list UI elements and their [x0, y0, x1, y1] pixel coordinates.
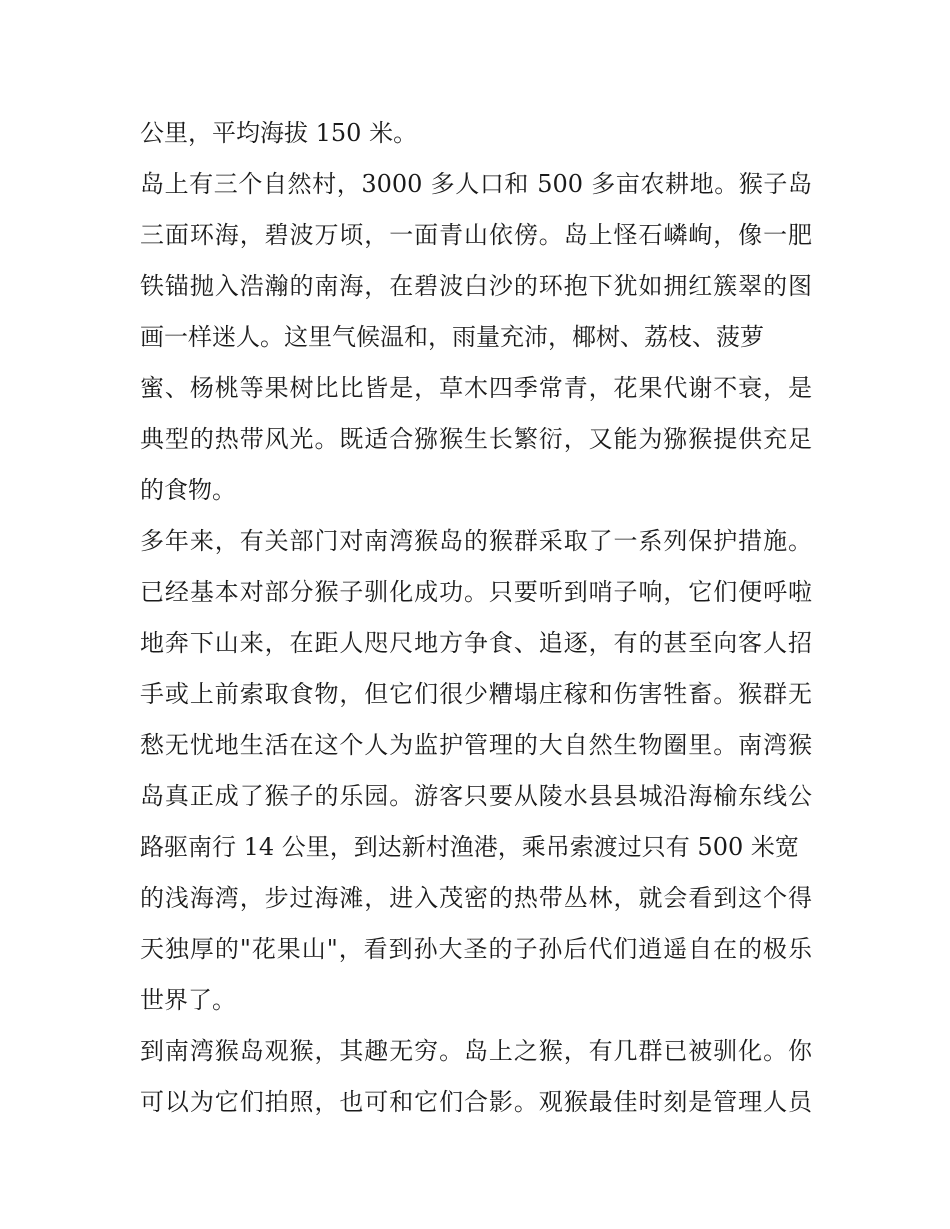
paragraph — [140, 1026, 812, 1128]
text-line: 愁无忧地生活在这个人为监护管理的大自然生物圈里。南湾猴 — [140, 731, 812, 759]
text-line: 可以为它们拍照，也可和它们合影。观猴最佳时刻是管理人员 — [140, 1088, 812, 1116]
text-line: 蜜、杨桃等果树比比皆是，草木四季常青，花果代谢不衰，是 — [140, 374, 812, 402]
text-line: 到南湾猴岛观猴，其趣无穷。岛上之猴，有几群已被驯化。你 — [140, 1037, 812, 1065]
paragraph — [140, 516, 812, 1026]
paragraph — [140, 108, 812, 159]
text-line: 铁锚抛入浩瀚的南海，在碧波白沙的环抱下犹如拥红簇翠的图 — [140, 272, 812, 300]
text-line: 三面环海，碧波万顷，一面青山依傍。岛上怪石嶙峋，像一肥 — [140, 221, 812, 249]
text-line: 画一样迷人。这里气候温和，雨量充沛，椰树、荔枝、菠萝 — [140, 323, 764, 351]
text-line: 的浅海湾，步过海滩，进入茂密的热带丛林，就会看到这个得 — [140, 884, 812, 912]
text-line: 岛上有三个自然村，3000 多人口和 500 多亩农耕地。猴子岛 — [140, 170, 812, 198]
text-line: 典型的热带风光。既适合猕猴生长繁衍，又能为猕猴提供充足 — [140, 425, 812, 453]
text-line: 的食物。 — [140, 476, 236, 504]
text-line: 天独厚的"花果山"，看到孙大圣的子孙后代们逍遥自在的极乐 — [140, 935, 812, 963]
text-line: 地奔下山来，在距人咫尺地方争食、追逐，有的甚至向客人招 — [140, 629, 812, 657]
text-line: 公里，平均海拔 150 米。 — [140, 119, 418, 147]
text-line: 路驱南行 14 公里，到达新村渔港，乘吊索渡过只有 500 米宽 — [140, 833, 799, 861]
text-line: 已经基本对部分猴子驯化成功。只要听到哨子响，它们便呼啦 — [140, 578, 812, 606]
text-line: 手或上前索取食物，但它们很少糟塌庄稼和伤害牲畜。猴群无 — [140, 680, 812, 708]
text-line: 多年来，有关部门对南湾猴岛的猴群采取了一系列保护措施。 — [140, 527, 812, 555]
paragraph — [140, 159, 812, 516]
text-line: 世界了。 — [140, 986, 236, 1014]
text-line: 岛真正成了猴子的乐园。游客只要从陵水县县城沿海榆东线公 — [140, 782, 812, 810]
body-text — [140, 108, 812, 1128]
